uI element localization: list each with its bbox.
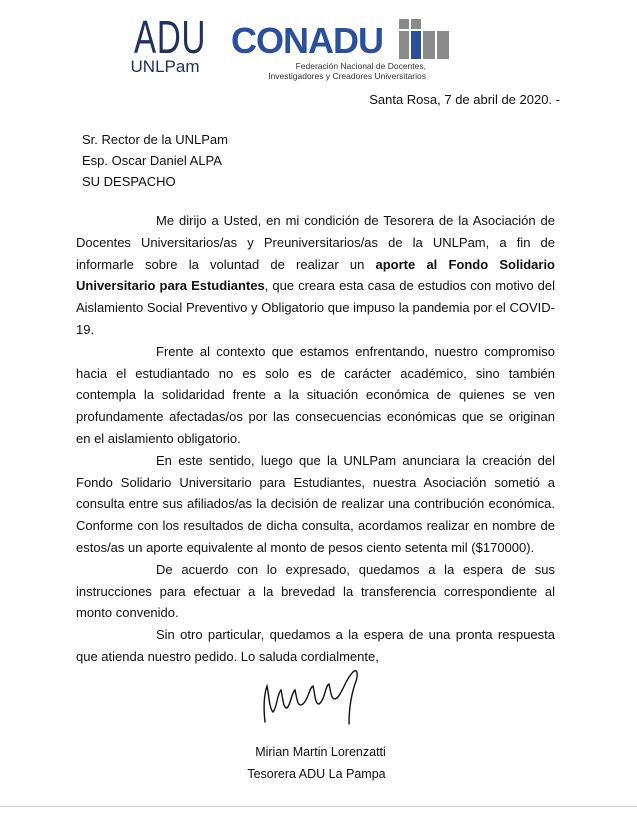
conadu-subtitle-line1: Federación Nacional de Docentes, [295,61,426,71]
signer-name: Mirian Martin Lorenzatti [255,745,386,759]
handwritten-signature [253,664,373,734]
letter-date: Santa Rosa, 7 de abril de 2020. - [369,92,560,107]
paragraph-1-part-a: Me dirijo a Usted, en mi condición de Tesorera de la Asociación de Docentes Universitarios/as y Preuniversitarios/as de la UNLPam, a fin de informarle sobre la voluntad de realizar un [76,213,555,272]
unlpam-logo-text: UNLPam [130,57,200,76]
paragraph-4: De acuerdo con lo expresado, quedamos a la espera de sus instrucciones para efectuar a la brevedad la transferencia correspondiente al monto convenido. [76,561,555,621]
adu-logo-text: ADU [134,11,207,63]
paragraph-1 [76,210,555,341]
paragraph-1-bold: aporte al Fondo Solidario Universitario para Estudiantes [76,256,555,294]
conadu-logo-blocks-icon [399,19,451,61]
conadu-logo [231,16,461,86]
paragraph-2: Frente al contexto que estamos enfrentando, nuestro compromiso hacia el estudiantado no es solo es de carácter académico, sino también contempla la solidaridad frente a la situación económica de quienes se ven profundamente afectadas/os por las consecuencias económicas que se originan en el aislamiento obligatorio. [76,343,555,446]
page-bottom-divider [0,806,637,807]
letter-body [76,210,555,668]
conadu-logo-subtitle [236,61,426,81]
paragraph-5: Sin otro particular, quedamos a la espera de una pronta respuesta que atienda nuestro pedido. Lo saluda cordialmente, [76,627,555,664]
conadu-subtitle-line2: Investigadores y Creadores Universitarios [268,71,426,81]
paragraph-1-part-b: , que creara esta casa de estudios con motivo del Aislamiento Social Preventivo y Obligatorio que impuso la pandemia por el COVID-19. [76,278,555,337]
recipient-line-1: Sr. Rector de la UNLPam [82,132,228,147]
signer-role: Tesorera ADU La Pampa [247,767,386,781]
recipient-line-3: SU DESPACHO [82,174,176,189]
adu-unlpam-logo [122,11,208,76]
recipient-line-2: Esp. Oscar Daniel ALPA [82,153,222,168]
conadu-logo-word: CONADU [231,20,383,61]
paragraph-3: En este sentido, luego que la UNLPam anunciara la creación del Fondo Solidario Universitario para Estudiantes, nuestra Asociación sometió a consulta entre sus afiliados/as la decisión de realizar una contribución económica. Conforme con los resultados de dicha consulta, acordamos realizar en nombre de estos/as un aporte equivalente al monto de pesos ciento setenta mil ($170000). [76,452,555,555]
